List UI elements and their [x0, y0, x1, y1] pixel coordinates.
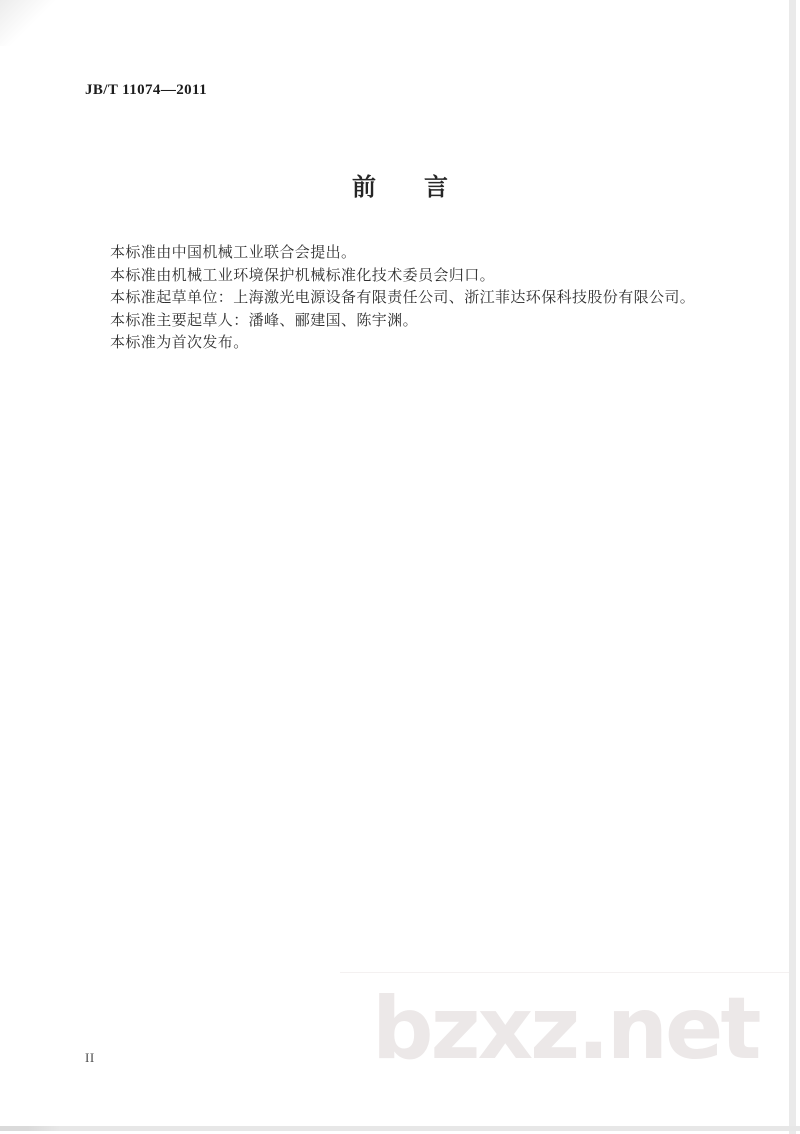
site-watermark: bzxz.net	[372, 979, 759, 1079]
scan-edge-right	[789, 0, 796, 1134]
foreword-title	[0, 167, 800, 202]
foreword-title-text: 前言	[352, 175, 496, 201]
scan-artifact-line	[340, 972, 793, 973]
paragraph: 本标准为首次发布。	[110, 335, 249, 352]
scan-edge-bottom	[0, 1126, 800, 1131]
scan-corner-shade	[0, 0, 80, 46]
standard-number-header: JB/T 11074—2011	[85, 82, 208, 98]
paragraph: 本标准由机械工业环境保护机械标准化技术委员会归口。	[110, 267, 496, 284]
paragraph: 本标准起草单位：上海激光电源设备有限责任公司、浙江菲达环保科技股份有限公司。	[110, 290, 696, 307]
paragraph: 本标准由中国机械工业联合会提出。	[110, 245, 357, 261]
page-number: II	[85, 1050, 95, 1065]
foreword-body	[80, 242, 728, 355]
paragraph: 本标准主要起草人：潘峰、郦建国、陈宇渊。	[110, 312, 419, 329]
